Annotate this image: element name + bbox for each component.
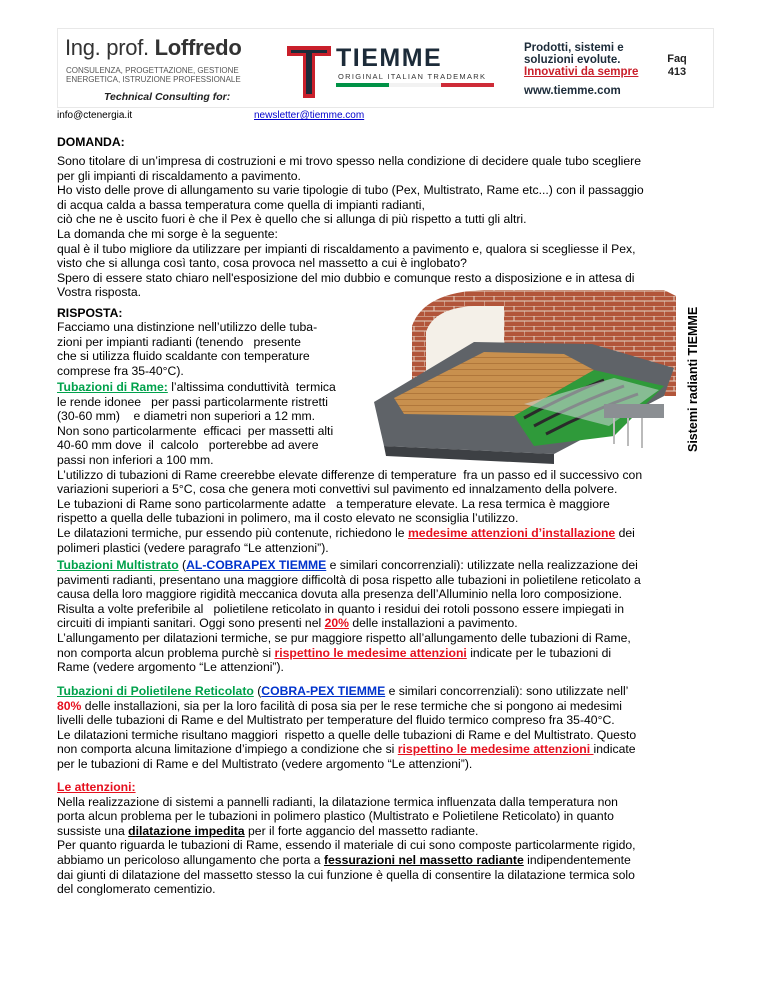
tiemme-trademark: ORIGINAL ITALIAN TRADEMARK <box>338 72 487 81</box>
al-cobrapex-link[interactable]: AL-COBRAPEX TIEMME <box>186 558 327 572</box>
polietilene-attenzioni-link[interactable]: rispettino le medesime attenzioni <box>397 742 594 757</box>
faq-badge: Faq 413 <box>667 53 687 78</box>
tiemme-logo-icon <box>285 42 333 100</box>
tiemme-name: TIEMME <box>336 44 443 72</box>
section-rame: Tubazioni di Rame: l’altissima conduttività termica le rende idonee per passi particolarmente ristretti (30-60 mm) e diametri non superiori a 12 mm. Non sono particolarmente efficaci per massetti alti 40-60 mm dove il calcolo porterebbe ad avere passi non inferiori a 100 mm. L’utilizzo di tubazioni di Rame creerebbe elevate differenze di temperature fra un passo ed il successivo con variazioni superiori a 5°C, cosa che genera moti convettivi sul pavimento ed innalzamento della polvere. Le tubazioni di Rame sono particolarmente adatte a temperature elevate. La resa termica è maggiore rispetto a quella delle tubazioni in polimero, ma il costo elevato ne sconsiglia l’utilizzo. Le dilatazioni termiche, pur essendo più contenute, richiedono le medesime attenzioni d’installazione dei polimeri plastici (vedere paragrafo “Le attenzioni”). <box>57 380 643 555</box>
section-attenzioni: Le attenzioni: Nella realizzazione di sistemi a pannelli radianti, la dilatazione termica influenzata dalla temperatura non porta alcun problema per le tubazioni in polimero plastico (Multistrato e Polietilene Reticolato) in quanto sussiste una dilatazione impedita per il forte aggancio del massetto radiante. Per quanto riguarda le tubazioni di Rame, essendo il materiale di cui sono composte particolarmente rigido, abbiamo un pericoloso allungamento che porta a fessurazioni nel massetto radiante indipendentemente dai giunti di dilatazione del massetto stesso la cui funzione è quella di consentire la dilatazione termica solo del conglomerato cementizio. <box>57 780 636 897</box>
italian-flag-stripe <box>336 83 494 87</box>
fessurazioni-massetto: fessurazioni nel massetto radiante <box>323 852 524 867</box>
answer-intro: Facciamo una distinzione nell’utilizzo delle tuba- zioni per impianti radianti (tenendo presente che si utilizza fluido scaldante con temperature comprese fra 35-40°C). <box>57 320 318 378</box>
multistrato-heading: Tubazioni Multistrato <box>57 558 179 572</box>
tiemme-slogan: Prodotti, sistemi e soluzioni evolute. Innovativi da sempre <box>524 42 639 78</box>
question-title: DOMANDA: <box>57 135 125 149</box>
question-body: Sono titolare di un’impresa di costruzioni e mi trovo spesso nella condizione di decidere quale tubo scegliere per gli impianti di riscaldamento a pavimento. Ho visto delle prove di allungamento su varie tipologie di tubo (Pex, Multistrato, Rame etc...) con il passaggio di acqua calda a bassa temperatura come quella di impianti radianti, ciò che ne è uscito fuori è che il Pex è quello che si allunga di più rispetto a tutti gli altri. La domanda che mi sorge è la seguente: qual è il tubo migliore da utilizzare per impianti di riscaldamento a pavimento e, qualora si scegliesse il Pex, visto che si allunga così tanto, cosa provoca nel massetto a cui è inglobato? Spero di essere stato chiaro nell'esposizione del mio dubbio e comunque resto a disposizione e in attesa di Vostra risposta. <box>57 154 644 300</box>
sidebar-vertical-label: Sistemi radianti TIEMME <box>686 306 700 452</box>
attenzioni-heading: Le attenzioni: <box>57 780 136 794</box>
rame-attenzioni-link[interactable]: medesime attenzioni d’installazione <box>407 525 616 540</box>
cobra-pex-link[interactable]: COBRA-PEX TIEMME <box>261 684 386 698</box>
section-polietilene: Tubazioni di Polietilene Reticolato (COBRA-PEX TIEMME e similari concorrenziali): sono utilizzate nell’ 80% delle installazioni, sia per la loro facilità di posa sia per le rese termiche che si pongono ai medesimi livelli delle tubazioni di Rame e del Multistrato per temperature del fluido termico compreso fra 35-40°C. Le dilatazioni termiche risultano maggiori rispetto a quelle delle tubazioni di Rame e del Multistrato. Questo non comporta alcuna limitazione d’impiego a condizione che si rispettino le medesime attenzioni indicate per le tubazioni di Rame e del Multistrato (vedere argomento “Le attenzioni”). <box>57 684 637 771</box>
multistrato-percent: 20% <box>324 616 349 631</box>
loffredo-subtitle: CONSULENZA, PROGETTAZIONE, GESTIONE ENERGETICA, ISTRUZIONE PROFESSIONALE <box>66 66 241 84</box>
email-newsletter-link[interactable]: newsletter@tiemme.com <box>254 110 365 121</box>
email-ctenergia[interactable]: info@ctenergia.it <box>57 110 133 121</box>
polietilene-heading: Tubazioni di Polietilene Reticolato <box>57 684 254 698</box>
answer-title: RISPOSTA: <box>57 306 123 320</box>
loffredo-logo: Ing. prof. Loffredo <box>65 35 242 60</box>
technical-consulting-label: Technical Consulting for: <box>104 91 231 103</box>
dilatazione-impedita: dilatazione impedita <box>128 823 245 838</box>
polietilene-percent: 80% <box>57 698 82 713</box>
section-multistrato: Tubazioni Multistrato (AL-COBRAPEX TIEMME e similari concorrenziali): utilizzate nella realizzazione dei pavimenti radianti, presentano una maggiore difficoltà di posa rispetto alle tubazioni in polietilene reticolato a causa della loro maggiore rigidità meccanica dovuta alla presenza dell’Alluminio nella loro composizione. Risulta a volte preferibile al polietilene reticolato in quanto i residui dei rotoli possono essere impiegati in circuiti di impianti sanitari. Oggi sono presenti nel 20% delle installazioni a pavimento. L’allungamento per dilatazioni termiche, se pur maggiore rispetto all’allungamento delle tubazioni di Rame, non comporta alcun problema purchè si rispettino le medesime attenzioni indicate per le tubazioni di Rame (vedere argomento “Le attenzioni”). <box>57 558 641 675</box>
tiemme-website[interactable]: www.tiemme.com <box>524 85 621 97</box>
rame-heading: Tubazioni di Rame: <box>57 380 168 394</box>
multistrato-attenzioni-link[interactable]: rispettino le medesime attenzioni <box>274 645 467 660</box>
